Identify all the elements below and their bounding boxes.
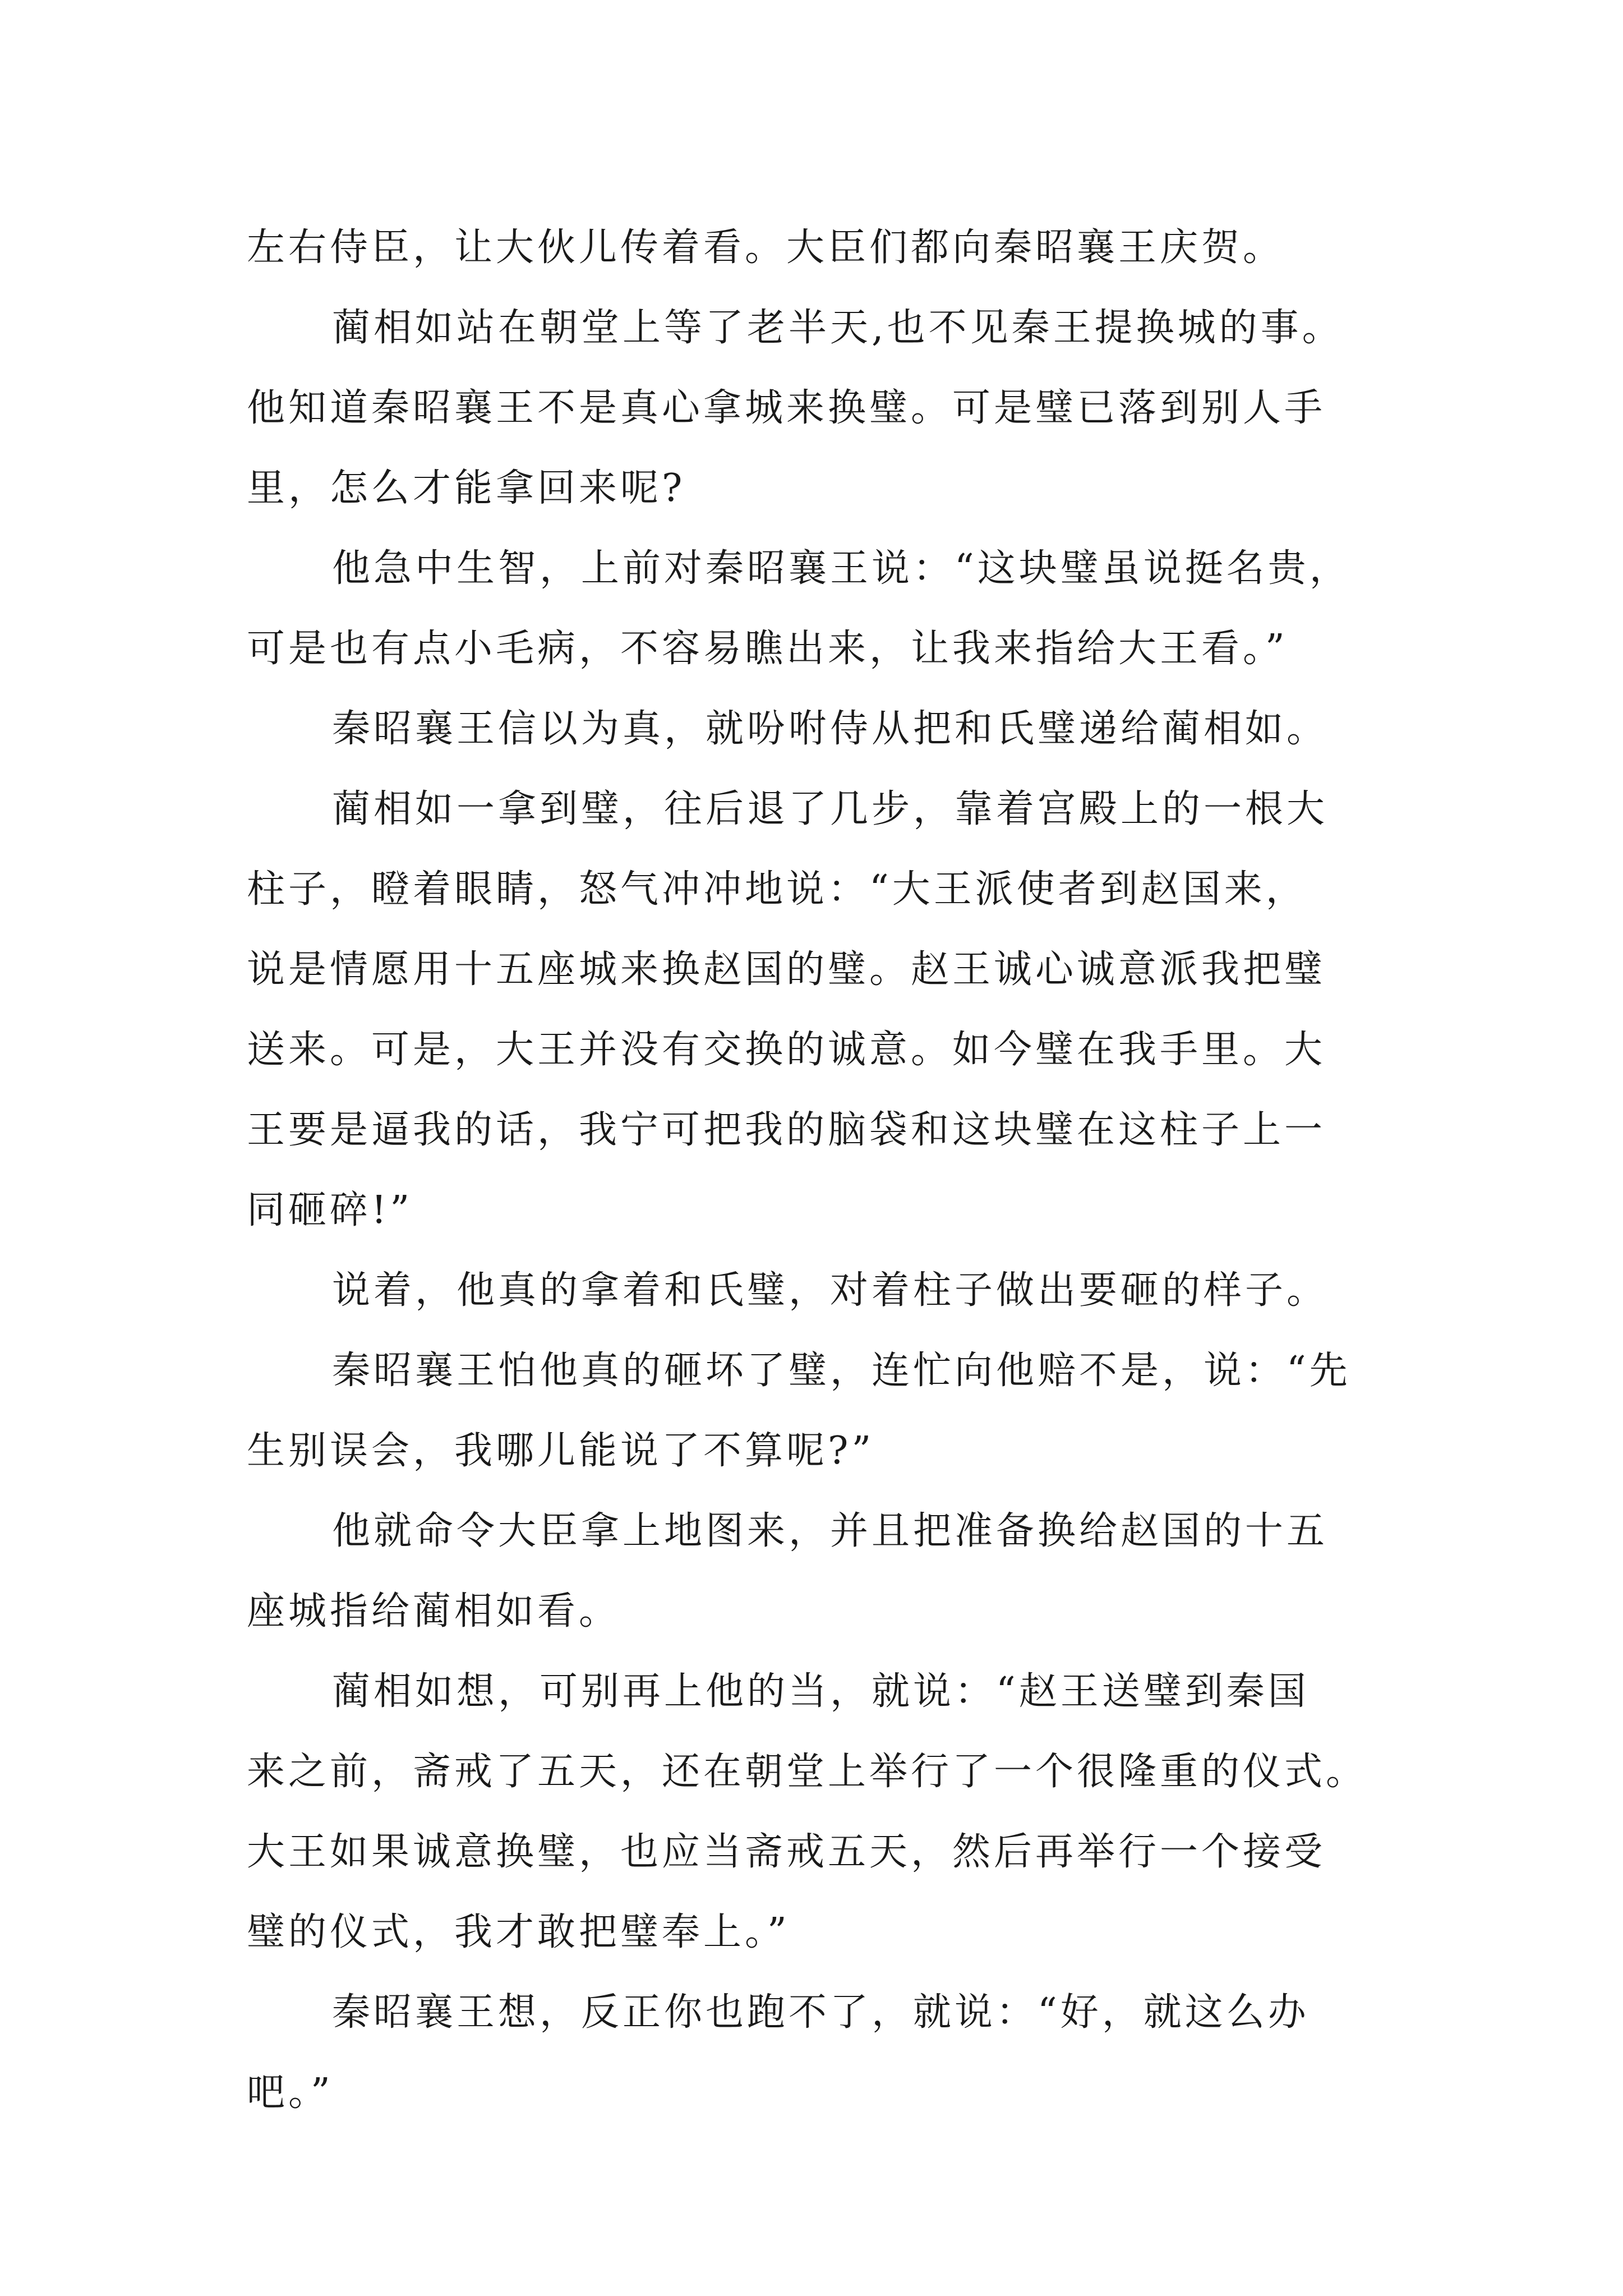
text-line: 秦昭襄王想，反正你也跑不了，就说：“好，就这么办 [332, 1990, 1310, 2035]
text-line: 来之前，斋戒了五天，还在朝堂上举行了一个很隆重的仪式。 [247, 1750, 1368, 1794]
text-line: 同砸碎!” [247, 1188, 413, 1232]
text-line: 座城指给蔺相如看。 [247, 1589, 621, 1634]
story-text [247, 208, 1391, 2133]
text-line: 秦昭襄王信以为真，就吩咐侍从把和氏璧递给蔺相如。 [332, 707, 1329, 751]
text-line: 说是情愿用十五座城来换赵国的璧。赵王诚心诚意派我把璧 [247, 947, 1326, 992]
text-line: 秦昭襄王怕他真的砸坏了璧，连忙向他赔不是，说：“先 [332, 1349, 1351, 1393]
text-line: 他知道秦昭襄王不是真心拿城来换璧。可是璧已落到别人手 [247, 386, 1326, 430]
text-line: 王要是逼我的话，我宁可把我的脑袋和这块璧在这柱子上一 [247, 1108, 1326, 1152]
text-line: 左右侍臣，让大伙儿传着看。大臣们都向秦昭襄王庆贺。 [247, 226, 1285, 270]
text-line: 可是也有点小毛病，不容易瞧出来，让我来指给大王看。” [247, 627, 1288, 671]
text-line: 生别误会，我哪儿能说了不算呢?” [247, 1429, 875, 1473]
text-line: 他就命令大臣拿上地图来，并且把准备换给赵国的十五 [332, 1509, 1329, 1553]
text-line: 柱子，瞪着眼睛，怒气冲冲地说：“大王派使者到赵国来， [247, 867, 1307, 912]
text-line: 大王如果诚意换璧，也应当斋戒五天，然后再举行一个接受 [247, 1830, 1326, 1874]
text-line: 说着，他真的拿着和氏璧，对着柱子做出要砸的样子。 [332, 1268, 1329, 1313]
text-line: 蔺相如一拿到璧，往后退了几步，靠着宫殿上的一根大 [332, 787, 1329, 831]
text-line: 他急中生智，上前对秦昭襄王说：“这块璧虽说挺名贵， [332, 546, 1351, 591]
text-line: 蔺相如想，可别再上他的当，就说：“赵王送璧到秦国 [332, 1669, 1310, 1714]
text-line: 里，怎么才能拿回来呢? [247, 466, 686, 510]
text-line: 吧。” [247, 2070, 334, 2115]
text-line: 蔺相如站在朝堂上等了老半天,也不见秦王提换城的事。 [332, 306, 1344, 350]
text-line: 送来。可是，大王并没有交换的诚意。如今璧在我手里。大 [247, 1028, 1326, 1072]
text-line: 璧的仪式，我才敢把璧奉上。” [247, 1910, 790, 1954]
